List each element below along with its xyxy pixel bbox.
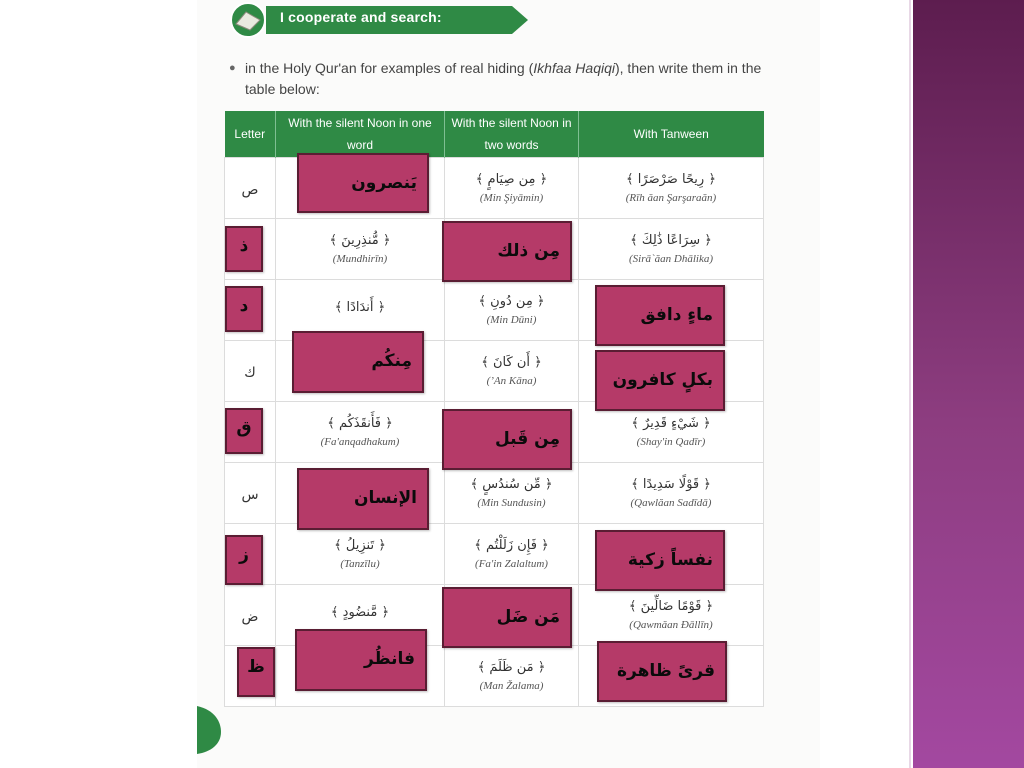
arabic-example: ﴿ مُّنذِرِينَ ﴾ (329, 233, 391, 248)
answer-overlay-box[interactable] (225, 226, 263, 272)
instruction-text (229, 58, 765, 100)
arabic-example: ﴿ مِّن سُندُسٍ ﴾ (470, 477, 553, 492)
arabic-example: ﴿ مِن دُونِ ﴾ (478, 294, 545, 309)
answer-text: ق (236, 418, 252, 438)
letter: ك (244, 364, 256, 381)
answer-overlay-box[interactable] (292, 331, 424, 393)
section-header: I cooperate and search: (280, 9, 442, 25)
arabic-example: ﴿ أَن كَانَ ﴾ (481, 355, 542, 370)
arabic-example: ﴿ مَّنضُودٍ ﴾ (330, 605, 390, 620)
two-words-cell (445, 341, 579, 402)
answer-text: مَن ضَل (496, 607, 560, 627)
arabic-example: ﴿ مِن صِيَامٍ ﴾ (475, 172, 548, 187)
header-one-word: With the silent Noon in one word (276, 111, 445, 158)
transliteration: (Qawlăan Sadīdā) (630, 497, 712, 509)
answer-overlay-box[interactable] (442, 221, 572, 282)
answer-text: فانظُر (363, 649, 415, 669)
answer-overlay-box[interactable] (225, 408, 263, 454)
transliteration: (Rīh ăan Şarşaraăn) (625, 192, 717, 204)
answer-overlay-box[interactable] (442, 409, 572, 470)
tanween-cell (579, 585, 764, 646)
answer-overlay-box[interactable] (295, 629, 427, 691)
arabic-example: ﴿ رِيحًا صَرْصَرًا ﴾ (626, 172, 716, 187)
two-words-cell (445, 280, 579, 341)
arabic-example: ﴿ فَأَنقَذَكُم ﴾ (327, 416, 393, 431)
table-header-row (225, 111, 764, 158)
letter-cell (225, 585, 276, 646)
page-corner-leaf-icon (197, 706, 221, 754)
answer-text: ظ (247, 657, 265, 677)
transliteration: (Fa'anqadhakum) (320, 436, 400, 448)
arabic-example: ﴿ قَوْمًا ضَالِّينَ ﴾ (628, 599, 714, 614)
answer-overlay-box[interactable] (237, 647, 275, 697)
header-letter: Letter (225, 111, 276, 158)
transliteration: (Qawmăan Đāllīn) (629, 619, 713, 631)
answer-overlay-box[interactable] (595, 285, 725, 346)
answer-text: بكلٍ كافرون (612, 370, 713, 390)
answer-text: يَنصرون (351, 173, 417, 193)
answer-overlay-box[interactable] (297, 468, 429, 530)
transliteration: (Man Žalama) (479, 680, 544, 692)
one-word-cell (276, 219, 445, 280)
answer-overlay-box[interactable] (225, 286, 263, 332)
arabic-example: ﴿ فَإِن زَلَلْتُم ﴾ (474, 538, 549, 553)
two-words-cell (445, 524, 579, 585)
answer-overlay-box[interactable] (595, 350, 725, 411)
transliteration: (Fa'in Zalaltum) (475, 558, 548, 570)
answer-text: نفساً زكية (627, 550, 713, 570)
arabic-example: ﴿ شَيْءٍ قَدِيرٌ ﴾ (631, 416, 711, 431)
answer-overlay-box[interactable] (297, 153, 429, 213)
transliteration: (Mundhirīn) (332, 253, 388, 265)
two-words-cell (445, 158, 579, 219)
letter-cell (225, 463, 276, 524)
arabic-example: ﴿ سِرَاعًا ذَٰلِكَ ﴾ (630, 233, 712, 248)
header-tanween: With Tanween (579, 111, 764, 158)
instruction-part2: ), then write them in the table below: (245, 60, 762, 97)
transliteration: (Tanzīlu) (340, 558, 380, 570)
letter-cell (225, 341, 276, 402)
transliteration: (ʼAn Kāna) (486, 375, 537, 387)
circle-bullet-icon: ● (229, 62, 236, 74)
answer-text: مِن قَبل (495, 429, 560, 449)
letter: س (241, 486, 259, 503)
arabic-example: ﴿ مَن ظَلَمَ ﴾ (477, 660, 546, 675)
answer-overlay-box[interactable] (597, 641, 727, 702)
tanween-cell (579, 158, 764, 219)
one-word-cell (276, 524, 445, 585)
transliteration: (Shay'in Qadīr) (636, 436, 706, 448)
arabic-example: ﴿ تَنزِيلُ ﴾ (334, 538, 386, 553)
answer-text: مِن ذلك (497, 241, 560, 261)
tanween-cell (579, 219, 764, 280)
transliteration: (Min Sundusin) (477, 497, 546, 509)
two-words-cell (445, 463, 579, 524)
letter-cell (225, 158, 276, 219)
answer-text: ذ (239, 236, 249, 256)
letter: ص (241, 181, 259, 198)
arabic-example: ﴿ أَندَادًا ﴾ (334, 300, 386, 315)
answer-text: د (239, 296, 249, 316)
two-words-cell (445, 646, 579, 707)
instruction-emphasis: Ikhfaa Haqiqi (533, 60, 615, 76)
arabic-example: ﴿ قَوْلًا سَدِيدًا ﴾ (631, 477, 711, 492)
instruction-part1: in the Holy Qur'an for examples of real hiding ( (245, 60, 534, 76)
sidebar-divider (909, 0, 911, 768)
answer-text: ماءٍ دافق (640, 305, 713, 325)
transliteration: (Sirā`ăan Dhālika) (628, 253, 713, 265)
slide-side-decoration (913, 0, 1024, 768)
answer-overlay-box[interactable] (595, 530, 725, 591)
tanween-cell (579, 463, 764, 524)
transliteration: (Min Şiyāmin) (479, 192, 544, 204)
header-two-words: With the silent Noon in two words (445, 111, 579, 158)
letter: ض (241, 608, 259, 625)
one-word-cell (276, 402, 445, 463)
answer-text: مِنكُم (371, 351, 412, 371)
answer-text: ز (239, 545, 249, 565)
answer-text: الإنسان (353, 488, 417, 508)
answer-overlay-box[interactable] (225, 535, 263, 585)
answer-text: قرىً ظاهرة (617, 661, 715, 681)
transliteration: (Min Dūni) (486, 314, 537, 326)
answer-overlay-box[interactable] (442, 587, 572, 648)
